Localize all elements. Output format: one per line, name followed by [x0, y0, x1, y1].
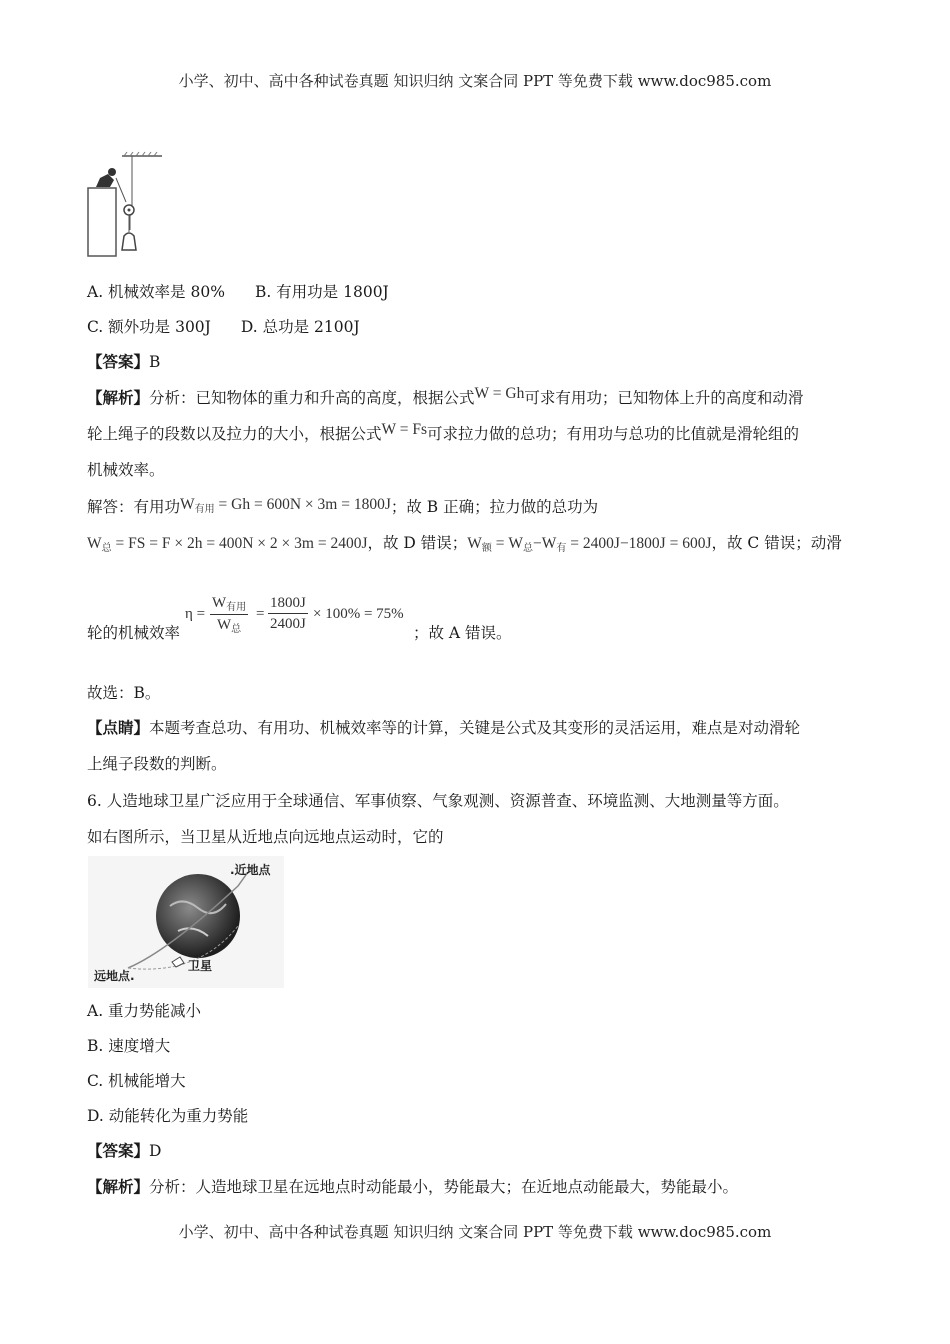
- comment-text: 本题考查总功、有用功、机械效率等的计算，关键是公式及其变形的灵活运用，难点是对动滑轮: [149, 719, 801, 737]
- satellite-label: 卫星: [188, 959, 213, 973]
- equals-sign: =: [256, 606, 265, 622]
- q5-solve-line-2: [87, 532, 877, 560]
- q5-analysis-line-2: [87, 423, 877, 446]
- analysis-tag: 【解析】: [87, 1177, 150, 1196]
- q6-stem-line-1: 6. 人造地球卫星广泛应用于全球通信、军事侦察、气象观测、资源普查、环境监测、大地测量等方面。: [87, 792, 789, 810]
- a-wrong-text: ；故 A 错误。: [413, 624, 512, 642]
- analysis-text: 分析：人造地球卫星在远地点时动能最小，势能最大；在近地点动能最大，势能最小。: [149, 1178, 739, 1196]
- page-footer: 小学、初中、高中各种试卷真题 知识归纳 文案合同 PPT 等免费下载 www.doc985.com: [178, 1223, 772, 1241]
- q6-option-d: D. 动能转化为重力势能: [87, 1107, 249, 1125]
- q5-comment-line-2: 上绳子段数的判断。: [87, 755, 227, 773]
- formula-w-fs: W = Fs: [381, 421, 428, 438]
- apogee-label: 远地点.: [94, 969, 135, 983]
- q6-option-c: C. 机械能增大: [87, 1072, 186, 1090]
- q5-option-b: B. 有用功是 1800J: [254, 283, 389, 301]
- analysis-text: 轮上绳子的段数以及拉力的大小，根据公式: [87, 425, 382, 443]
- analysis-text: 分析：已知物体的重力和升高的高度，根据公式: [149, 389, 475, 407]
- page-header: 小学、初中、高中各种试卷真题 知识归纳 文案合同 PPT 等免费下载 www.doc985.com: [178, 72, 772, 90]
- q6-option-b: B. 速度增大: [87, 1037, 171, 1055]
- q5-option-a: A. 机械效率是 80%: [87, 283, 225, 301]
- q5-option-d: D. 总功是 2100J: [240, 318, 360, 336]
- satellite-orbit-figure: [88, 856, 284, 988]
- answer-tag: 【答案】: [87, 352, 150, 371]
- q6-analysis: [87, 1176, 877, 1198]
- q5-analysis-line-1: [87, 387, 877, 410]
- formula-w-gh: W = Gh: [474, 385, 525, 402]
- q6-option-a: A. 重力势能减小: [87, 1002, 202, 1020]
- pulley-figure: [86, 150, 166, 260]
- answer-value: D: [149, 1142, 162, 1160]
- q6-stem-line-2: 如右图所示，当卫星从近地点向远地点运动时，它的: [87, 828, 444, 846]
- eta-symbol: η =: [185, 606, 206, 622]
- comment-tag: 【点睛】: [87, 718, 150, 737]
- solve-text: ；故 B 正确；拉力做的总功为: [390, 498, 599, 516]
- efficiency-result: × 100% = 75%: [313, 606, 404, 622]
- q5-options-row-1: [87, 281, 877, 303]
- solve-text: 解答：有用功: [87, 498, 181, 516]
- solve-text: ，故 C 错误；动滑: [711, 534, 842, 552]
- q5-comment-line-1: [87, 717, 877, 739]
- answer-tag: 【答案】: [87, 1141, 150, 1160]
- w-extra-equation: $W_额 = W_总-W_有 = 2400J-1800J = 600J$: [467, 535, 712, 554]
- q6-answer: [87, 1140, 877, 1162]
- efficiency-label: 轮的机械效率: [87, 624, 181, 642]
- analysis-text: 可求拉力做的总功；有用功与总功的比值就是滑轮组的: [427, 425, 800, 443]
- q5-analysis-line-3: 机械效率。: [87, 461, 165, 479]
- w-total-equation: $W_总$ = FS = F × 2h = 400N × 2 × 3m = 2400J: [87, 535, 368, 554]
- q5-option-c: C. 额外功是 300J: [87, 318, 211, 336]
- analysis-tag: 【解析】: [87, 388, 150, 407]
- q5-answer: [87, 351, 877, 373]
- fraction-1800-over-2400: $\frac{1800J}{2400J}$: [270, 595, 306, 632]
- perigee-label: .近地点: [230, 863, 271, 877]
- w-useful-equation: $W_{有用} = Gh = 600N \times 3m = 1800J$: [180, 496, 391, 515]
- q5-choose: 故选：B。: [87, 684, 161, 702]
- fraction-w-useful-over-w-total: $W_{有用}$ $W_总$: [212, 595, 247, 635]
- q5-options-row-2: [87, 316, 877, 338]
- answer-value: B: [149, 353, 161, 371]
- analysis-text: 可求有用功；已知物体上升的高度和动滑: [524, 389, 804, 407]
- q5-solve-line-1: [87, 496, 877, 524]
- solve-text: ，故 D 错误；: [367, 534, 468, 552]
